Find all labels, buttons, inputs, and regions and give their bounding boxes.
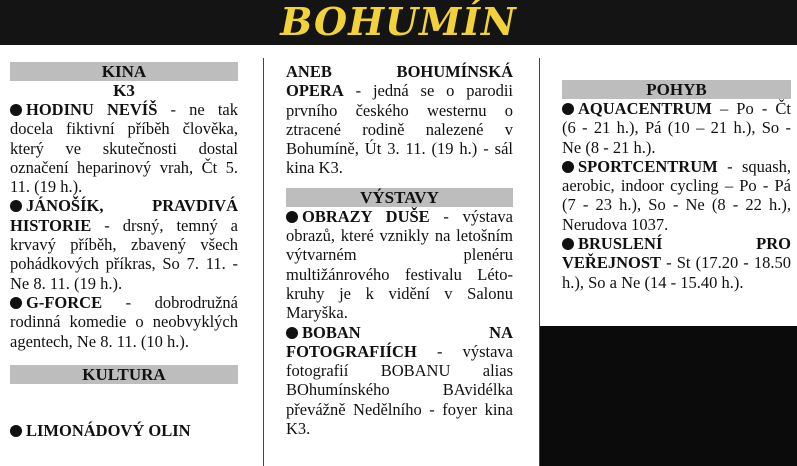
listing-title: SPORTCENTRUM [578, 156, 718, 176]
listing-title: HODINU NEVÍŠ [26, 100, 158, 119]
kultura-entry [10, 421, 238, 441]
page-title: BOHUMÍN [280, 0, 517, 44]
bullet-icon [562, 161, 574, 173]
black-panel [540, 326, 797, 466]
masthead [0, 0, 797, 45]
listing-text: - drsný, temný a krvavý příběh, zbavený všech pohádkových příkras, So 7. 11. - Ne 8. 11. (19 h.). [10, 215, 238, 293]
listing-entry [562, 157, 791, 234]
listing-title: JÁNOŠÍK, PRAVDIVÁ HISTORIE [10, 196, 238, 235]
column-3 [562, 52, 791, 292]
listing-title: G-FORCE [26, 292, 103, 312]
listing-entry [10, 196, 238, 292]
column-2 [286, 52, 513, 438]
listing-entry-continued [286, 62, 513, 178]
bullet-icon [10, 425, 22, 437]
listing-entry [286, 323, 513, 439]
listing-title: OBRAZY DUŠE [302, 206, 430, 226]
bullet-icon [562, 103, 574, 115]
listing-text: - výstava fotografií BOBANU alias BOhumínského BAvidélka převážně Nedělního - foyer kina K3. [286, 341, 513, 439]
listing-text: - squash, aerobic, indoor cycling – Po - Pá (7 - 23 h.), So - Ne (8 - 22 h.), Nerudova 1037. [562, 156, 791, 234]
bullet-icon [562, 238, 574, 250]
column-divider [263, 58, 264, 466]
listing-title: BRUSLENÍ PRO VEŘEJNOST [562, 234, 791, 273]
listing-title: BOBAN NA FOTOGRAFIÍCH [286, 322, 513, 361]
listing-entry [10, 100, 238, 196]
section-heading-vystavy: VÝSTAVY [286, 188, 513, 207]
listing-title: AQUACENTRUM [578, 99, 712, 118]
listing-entry [286, 207, 513, 323]
listing-text: - jedná se o parodii prvního českého westernu o ztracené rodině nalezené v Bohumíně, Út 3. 11. (19 h.) - sál kina K3. [286, 81, 513, 178]
listing-entry [562, 234, 791, 292]
listing-text: - ne tak docela fiktivní příběh člověka, který ve skutečnosti dostal označení heparinový vrah, Čt 5. 11. (19 h.). [10, 100, 238, 197]
listing-text: - dobrodružná rodinná komedie o neobvyklých agentech, Ne 8. 11. (10 h.). [10, 292, 238, 351]
bullet-icon [286, 327, 298, 339]
section-heading-kultura: KULTURA [10, 365, 238, 384]
listing-entry [10, 293, 238, 351]
listing-entry [562, 99, 791, 157]
column-1 [10, 52, 238, 384]
bullet-icon [10, 200, 22, 212]
listing-title: LIMONÁDOVÝ OLIN [26, 421, 191, 440]
section-subheading-k3: K3 [113, 81, 135, 100]
bullet-icon [10, 104, 22, 116]
listing-title-continued: ANEB BOHUMÍNSKÁ OPERA [286, 62, 513, 101]
bullet-icon [286, 211, 298, 223]
section-heading-pohyb: POHYB [562, 80, 791, 99]
bullet-icon [10, 297, 22, 309]
listing-text: – Po - Čt (6 - 21 h.), Pá (10 – 21 h.), So - Ne (8 - 21 h.). [562, 99, 791, 157]
listing-text: - St (17.20 - 18.50 h.), So a Ne (14 - 15.40 h.). [562, 253, 791, 292]
listing-text: - výstava obrazů, které vznikly na letošním výtvarném plenéru multižánrového festivalu Léto-kruhy je k vidění v Salonu Maryška. [286, 206, 513, 323]
section-heading-kina: KINA [10, 62, 238, 81]
